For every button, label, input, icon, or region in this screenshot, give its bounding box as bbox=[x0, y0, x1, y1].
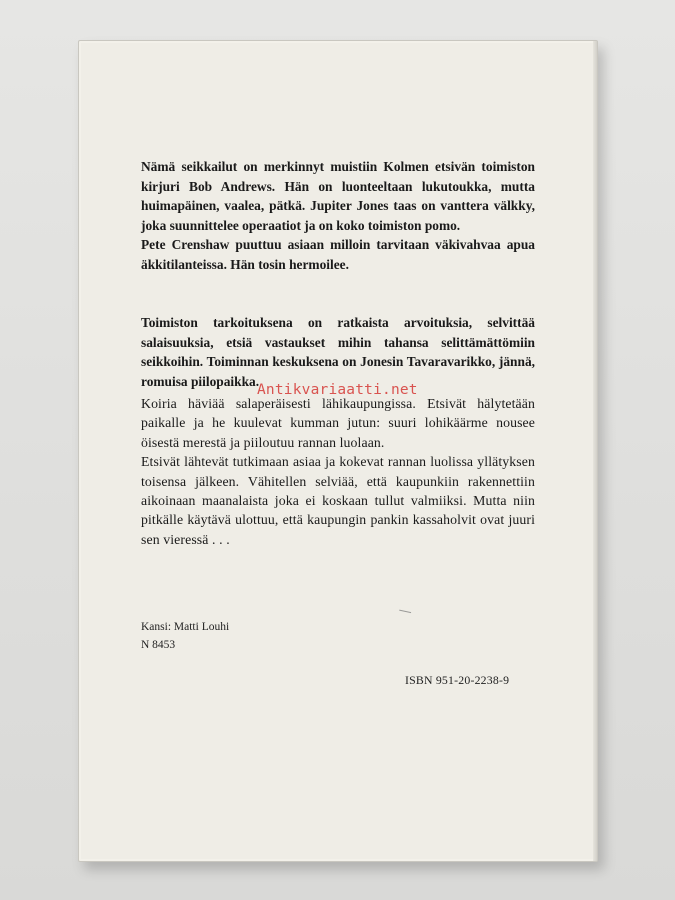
isbn: ISBN 951-20-2238-9 bbox=[405, 673, 510, 687]
blurb-paragraph: Toimiston tarkoituksena on ratkaista arvoituksia, selvittää salaisuuksia, etsiä vastaukset mihin tahansa selittämättömiin seikkoihin. Toiminnan keskuksena on Jonesin Tavaravarikko, jännä, romuisa piilopaikka. bbox=[141, 315, 535, 389]
product-code: N 8453 bbox=[141, 639, 176, 651]
blurb-agency bbox=[141, 313, 535, 391]
blurb-paragraph: Pete Crenshaw puuttuu asiaan milloin tarvitaan väkivahvaa apua äkkitilanteissa. Hän tosin hermoilee. bbox=[141, 237, 535, 272]
cover-credit: Kansi: Matti Louhi bbox=[141, 621, 230, 633]
blurb-paragraph: Nämä seikkailut on merkinnyt muistiin Kolmen etsivän toimiston kirjuri Bob Andrews. Hän on luonteeltaan lukutoukka, mutta huimapäinen, vaalea, pätkä. Jupiter Jones taas on vanttera välkky, joka suunnittelee operaatiot ja on koko toimiston pomo. bbox=[141, 159, 535, 233]
watermark-text: Antikvariaatti.net bbox=[257, 382, 418, 398]
blurb-characters bbox=[141, 157, 535, 275]
book-edge bbox=[593, 41, 597, 861]
story-paragraph: Koiria häviää salaperäisesti lähikaupungissa. Etsivät hälytetään paikalle ja he kuulevat kumman jutun: suuri lohikäärme nousee öisestä merestä ja piiloutuu rannan luolaan. bbox=[141, 396, 535, 450]
book-back-cover bbox=[78, 40, 598, 862]
story-paragraph: Etsivät lähtevät tutkimaan asiaa ja kokevat rannan luolissa yllätyksen toisensa jälkeen. Vähitellen selviää, että kaupunkiin rakennettiin aikoinaan maanalaista joka ei koskaan tullut valmiiksi. Mutta niin pitkälle käytävä ulottuu, että kaupungin pankin kassaholvit ovat juuri sen vieressä . . . bbox=[141, 454, 535, 547]
credits bbox=[141, 618, 229, 654]
story-summary bbox=[141, 394, 535, 549]
pen-mark bbox=[399, 602, 413, 613]
